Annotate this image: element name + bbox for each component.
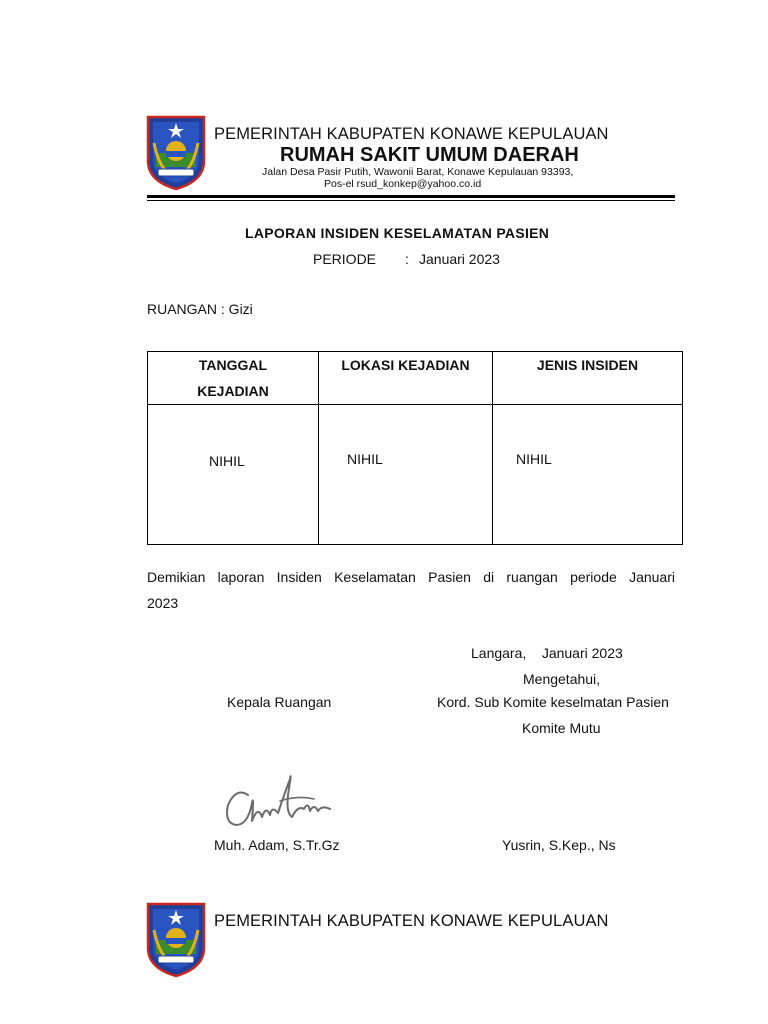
right-role: Kord. Sub Komite keselmatan Pasien: [437, 694, 669, 710]
acknowledged-label: Mengetahui,: [523, 671, 601, 687]
header-type-label: JENIS INSIDEN: [536, 357, 639, 373]
room-label: RUANGAN : Gizi: [147, 301, 253, 317]
incident-table: [147, 351, 683, 545]
place-date: Langara, Januari 2023: [471, 645, 623, 661]
period-label: PERIODE: [313, 251, 377, 267]
cell-type: [493, 405, 683, 545]
period-value: Januari 2023: [419, 251, 500, 267]
table-header-row: [148, 352, 683, 405]
closing-line-2: 2023: [147, 595, 179, 611]
regency-logo-icon: [144, 113, 208, 191]
report-title: LAPORAN INSIDEN KESELAMATAN PASIEN: [245, 225, 550, 241]
cell-type-value: NIHIL: [516, 451, 552, 467]
period-separator: :: [405, 251, 409, 267]
right-signer-name: Yusrin, S.Kep., Ns: [502, 837, 616, 853]
cell-date: [148, 405, 319, 545]
letterhead-rule-thick: [147, 195, 675, 198]
header-date-line-2: KEJADIAN: [197, 383, 269, 399]
left-role: Kepala Ruangan: [227, 694, 332, 710]
address-line-1: Jalan Desa Pasir Putih, Wawonii Barat, Konawe Kepulauan 93393,: [262, 166, 574, 178]
header-date: [148, 352, 319, 405]
cell-location: [319, 405, 493, 545]
address-line-2: Pos-el rsud_konkep@yahoo.co.id: [324, 178, 482, 190]
right-unit: Komite Mutu: [522, 720, 601, 736]
cell-date-value: NIHIL: [209, 453, 245, 469]
footer-government-name: PEMERINTAH KABUPATEN KONAWE KEPULAUAN: [214, 912, 609, 930]
header-type: [493, 352, 683, 405]
hospital-name: RUMAH SAKIT UMUM DAERAH: [280, 144, 579, 166]
letterhead-rule-thin: [147, 200, 675, 201]
left-signer-name: Muh. Adam, S.Tr.Gz: [214, 837, 340, 853]
government-name: PEMERINTAH KABUPATEN KONAWE KEPULAUAN: [214, 125, 609, 143]
header-location: [319, 352, 493, 405]
closing-line-1: Demikian laporan Insiden Keselamatan Pasien di ruangan periode Januari: [147, 569, 675, 585]
handwritten-signature: [218, 765, 343, 837]
header-date-line-1: TANGGAL: [198, 357, 268, 373]
table-row: [148, 405, 683, 545]
cell-location-value: NIHIL: [347, 451, 383, 467]
regency-logo-icon: [144, 900, 208, 978]
header-location-label: LOKASI KEJADIAN: [341, 357, 470, 373]
